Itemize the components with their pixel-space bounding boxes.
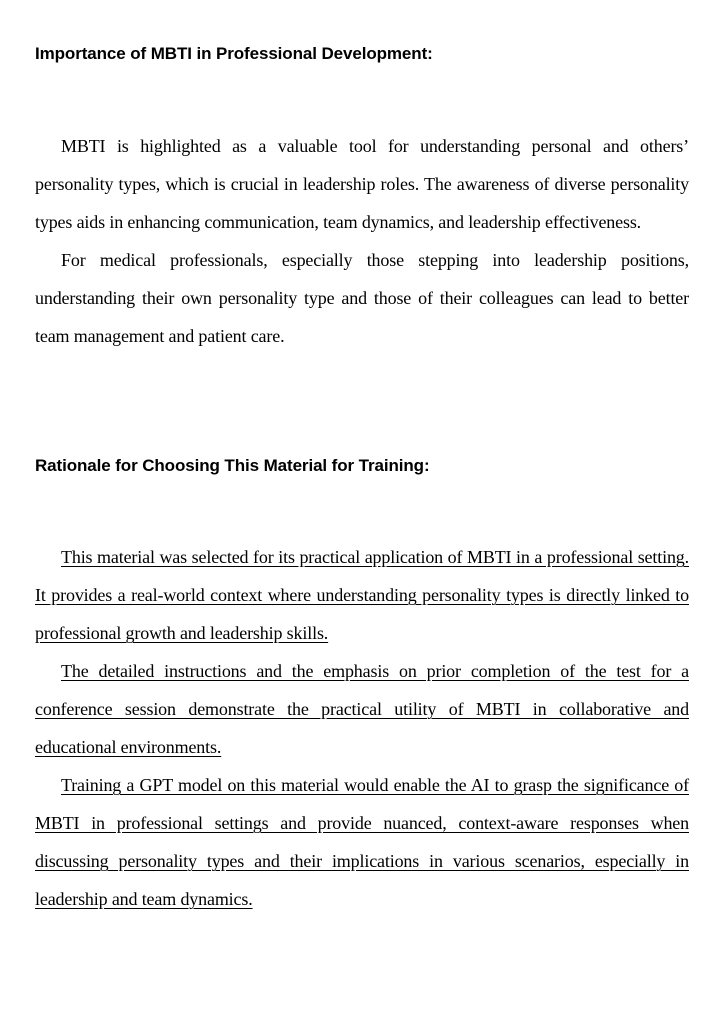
- section-heading-rationale: Rationale for Choosing This Material for Training:: [35, 456, 430, 475]
- underlined-text-training-gpt: Training a GPT model on this material would enable the AI to grasp the significance of MBTI in professional settings and provide nuanced, context-aware responses when discussing personality types and their implications in various scenarios, especially in leadership and team dynamics.: [35, 775, 689, 909]
- paragraph-mbti-valuable-tool: MBTI is highlighted as a valuable tool for understanding personal and others’ personality types, which is crucial in leadership roles. The awareness of diverse personality types aids in enhancing communication, team dynamics, and leadership effectiveness.: [35, 136, 689, 232]
- underlined-text-material-selected: This material was selected for its practical application of MBTI in a professional setting. It provides a real-world context where understanding personality types is directly linked to professional growth and leadership skills.: [35, 547, 689, 643]
- paragraph-medical-professionals: For medical professionals, especially those stepping into leadership positions, understanding their own personality type and those of their colleagues can lead to better team management and patient care.: [35, 250, 689, 346]
- underlined-text-detailed-instructions: The detailed instructions and the emphasis on prior completion of the test for a conference session demonstrate the practical utility of MBTI in collaborative and educational environments.: [35, 661, 689, 757]
- section-body-rationale: [35, 538, 689, 918]
- section-heading-importance: Importance of MBTI in Professional Development:: [35, 44, 433, 63]
- paragraph-material-selected: [35, 538, 689, 652]
- section-body-importance: [35, 127, 689, 355]
- paragraph-detailed-instructions: [35, 652, 689, 766]
- paragraph-training-gpt: [35, 766, 689, 918]
